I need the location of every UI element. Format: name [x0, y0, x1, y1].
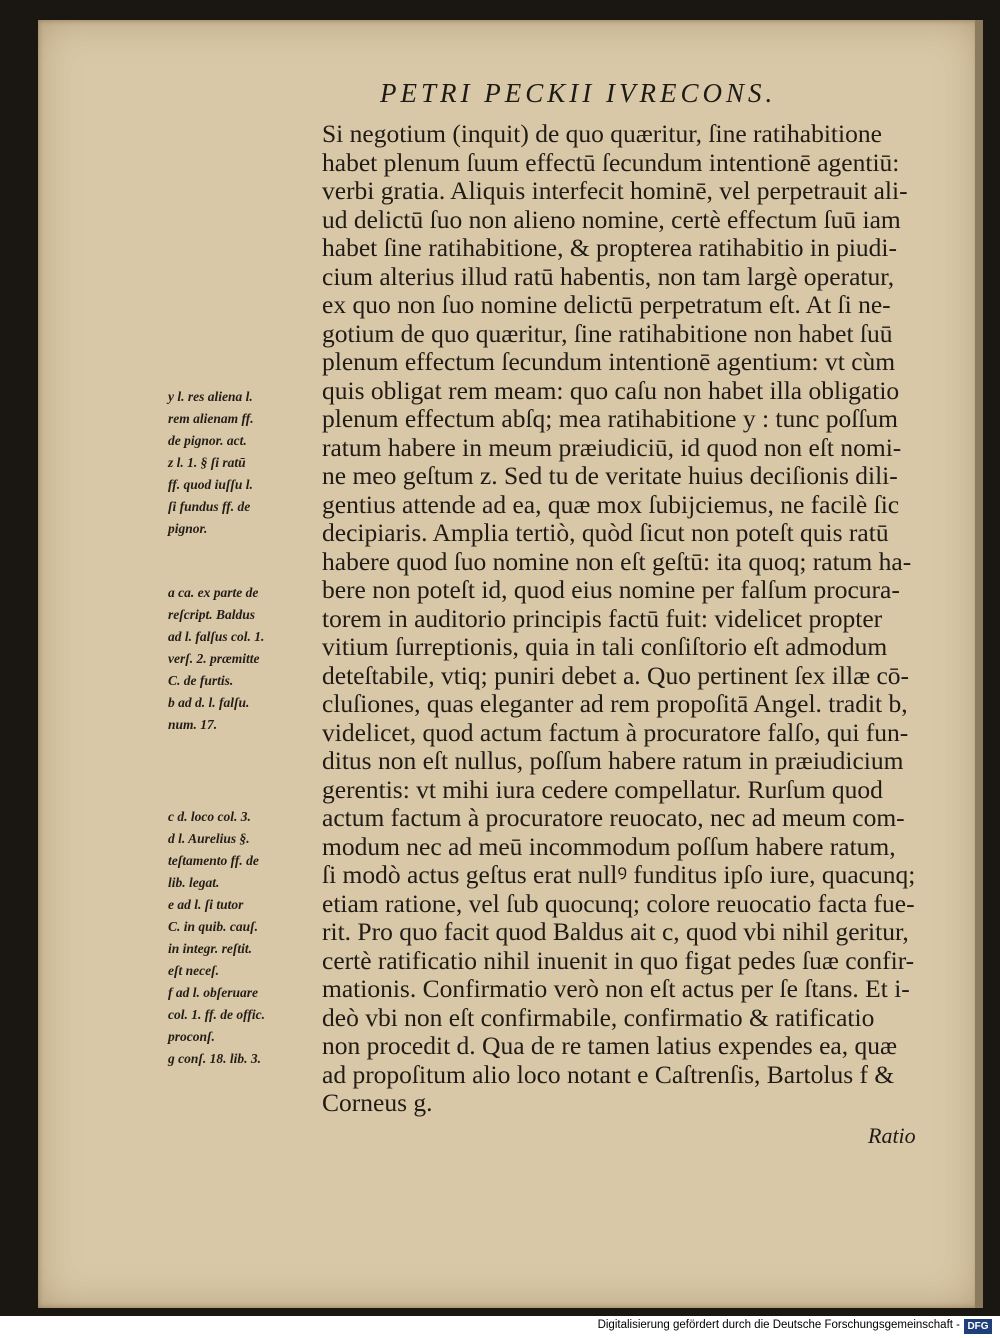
margin-note-line: f ad l. obſeruare — [168, 985, 258, 1000]
margin-note-line: d l. Aurelius §. — [168, 831, 250, 846]
margin-note-line: col. 1. ff. de offic. — [168, 1007, 265, 1022]
text-line: deò vbi non eſt confirmabile, confirmatio & ratificatio — [322, 1002, 875, 1032]
dfg-logo: DFG — [964, 1319, 992, 1334]
margin-note-line: z l. 1. § ſi ratū — [168, 455, 246, 470]
margin-note-line: de pignor. act. — [168, 433, 247, 448]
text-line: non procedit d. Qua de re tamen latius expendes ea, quæ — [322, 1031, 897, 1060]
margin-note-line: c d. loco col. 3. — [168, 809, 251, 824]
text-line: habet ſine ratihabitione, & propterea ratihabitio in piudi- — [322, 233, 897, 262]
margin-note-line: verſ. 2. præmitte — [168, 651, 260, 666]
margin-note-line: teſtamento ff. de — [168, 853, 259, 868]
text-line: habere quod ſuo nomine non eſt geſtū: ita quoq; ratum ha- — [322, 546, 912, 576]
page-edge — [975, 20, 983, 1308]
footer-bar — [0, 1316, 1000, 1338]
margin-note-line: C. de furtis. — [168, 673, 234, 688]
margin-note-line: a ca. ex parte de — [168, 585, 259, 600]
margin-note-line: b ad d. l. falſu. — [168, 695, 250, 710]
text-line: decipiaris. Amplia tertiò, quòd ſicut non poteſt quis ratū — [322, 518, 889, 547]
text-line: cium alterius illud ratū habentis, non tam largè operatur, — [322, 261, 895, 291]
text-line: modum nec ad meū incommodum poſſum habere ratum, — [322, 831, 896, 861]
text-line: videlicet, quod actum factum à procuratore falſo, qui fun- — [322, 717, 909, 747]
text-line: vitium ſurreptionis, quia in tali conſiſtorio eſt admodum — [322, 632, 888, 661]
text-line: ud delictū ſuo non alieno nomine, certè effectum ſuū iam — [322, 204, 901, 234]
footer-credit: Digitalisierung gefördert durch die Deutsche Forschungsgemeinschaft - — [597, 1319, 960, 1331]
margin-note-line: C. in quib. cauſ. — [168, 919, 259, 934]
text-line: Corneus g. — [322, 1088, 433, 1117]
text-line: gentius attende ad ea, quæ mox ſubijciemus, ne facilè ſic — [322, 489, 900, 519]
text-line: verbi gratia. Aliquis interfecit hominē, vel perpetrauit ali- — [322, 176, 908, 205]
margin-note-group — [168, 386, 323, 540]
text-line: rit. Pro quo facit quod Baldus ait c, quod vbi nihil geritur, — [322, 917, 909, 946]
margin-note-line: eſt neceſ. — [168, 963, 219, 978]
margin-note-line: in integr. reſtit. — [168, 941, 253, 956]
text-line: etiam ratione, vel ſub quocunq; colore reuocatio facta fue- — [322, 888, 915, 918]
margin-note-line: reſcript. Baldus — [168, 607, 256, 622]
text-line: Si negotium (inquit) de quo quæritur, ſine ratihabitione — [322, 119, 882, 148]
text-line: gotium de quo quæritur, ſine ratihabitione non habet ſuū — [322, 318, 893, 348]
margin-note-line: g conſ. 18. lib. 3. — [168, 1051, 261, 1066]
text-line: ne meo geſtum z. Sed tu de veritate huius deciſionis dili- — [322, 461, 898, 490]
text-line: ſi modò actus geſtus erat nullꝰ funditus ipſo iure, quacunq; — [322, 860, 916, 889]
margin-note-line: y l. res aliena l. — [168, 389, 253, 404]
margin-note-line: ad l. falſus col. 1. — [168, 629, 265, 644]
margin-note-group — [168, 582, 323, 736]
text-line: deteſtabile, vtiq; puniri debet a. Quo pertinent ſex illæ cō- — [322, 660, 910, 690]
text-line: ratum habere in meum præiudiciū, id quod non eſt nomi- — [322, 432, 902, 462]
running-head: PETRI PECKII IVRECONS. — [380, 78, 777, 108]
text-line: quis obligat rem meam: quo caſu non habet illa obligatio — [322, 375, 900, 405]
text-line: plenum effectum abſq; mea ratihabitione y : tunc poſſum — [322, 404, 898, 433]
margin-note-line: pignor. — [168, 521, 208, 536]
text-line: ditus non eſt nullus, poſſum habere ratum in præiudicium — [322, 746, 904, 775]
text-line: certè ratificatio nihil inuenit in quo figat pedes ſuæ confir- — [322, 945, 915, 975]
text-line: ex quo non ſuo nomine delictū perpetratum eſt. At ſi ne- — [322, 290, 891, 319]
text-line: plenum effectum ſecundum intentionē agentium: vt cùm — [322, 347, 896, 376]
main-text-block — [322, 120, 942, 1118]
margin-note-line: num. 17. — [168, 717, 218, 732]
text-line: bere non poteſt id, quod eius nomine per falſum procura- — [322, 575, 900, 604]
text-line: torem in auditorio principis factū fuit: videlicet propter — [322, 603, 883, 633]
margin-note-line: proconſ. — [168, 1029, 215, 1044]
margin-note-line: lib. legat. — [168, 875, 220, 890]
margin-note-line: e ad l. ſi tutor — [168, 897, 244, 912]
text-line: habet plenum ſuum effectū ſecundum intentionē agentiū: — [322, 147, 900, 177]
text-line: mationis. Confirmatio verò non eſt actus per ſe ſtans. Et i- — [322, 974, 910, 1003]
text-line: cluſiones, quas eleganter ad rem propoſitā Angel. tradit b, — [322, 689, 908, 718]
text-line: gerentis: vt mihi iura cedere compellatur. Rurſum quod — [322, 774, 883, 804]
margin-note-line: rem alienam ff. — [168, 411, 254, 426]
margin-note-line: ff. quod iuſſu l. — [168, 477, 253, 492]
text-line: ad propoſitum alio loco notant e Caſtrenſis, Bartolus f & — [322, 1059, 895, 1089]
margin-note-group — [168, 806, 323, 1070]
margin-note-line: ſi fundus ff. de — [168, 499, 251, 514]
catchword: Ratio — [868, 1123, 916, 1148]
text-line: actum factum à procuratore reuocato, nec ad meum com- — [322, 803, 905, 832]
